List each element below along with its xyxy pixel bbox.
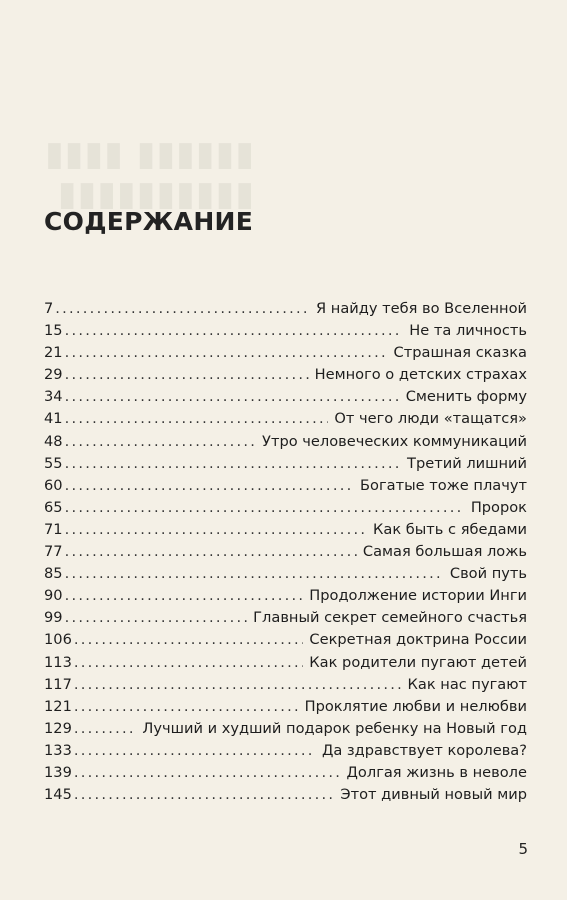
toc-dot-leader [65,543,357,560]
toc-page-number: 139 [44,763,72,781]
toc-entry [44,455,527,477]
toc-chapter-title: Главный секрет семейного счастья [253,609,527,627]
toc-dot-leader [74,764,341,781]
toc-page-number: 117 [44,675,72,693]
toc-entry [44,410,527,432]
toc-entry [44,322,527,344]
toc-chapter-title: Секретная доктрина России [309,631,527,649]
toc-page-number: 48 [44,432,63,450]
toc-chapter-title: Этот дивный новый мир [340,786,527,804]
page-title: СОДЕРЖАНИЕ [44,207,254,236]
toc-entry [44,742,527,764]
toc-dot-leader [65,521,367,538]
toc-page-number: 29 [44,366,63,384]
toc-entry [44,676,527,698]
toc-page-number: 41 [44,410,63,428]
toc-entry [44,698,527,720]
toc-chapter-title: Долгая жизнь в неволе [346,763,527,781]
toc-page-number: 113 [44,653,72,671]
toc-entry [44,366,527,388]
toc-dot-leader [74,786,335,803]
toc-entry [44,764,527,786]
toc-chapter-title: Богатые тоже плачут [360,476,527,494]
toc-page-number: 71 [44,520,63,538]
toc-dot-leader [74,654,303,671]
toc-dot-leader [65,433,256,450]
toc-page-number: 129 [44,719,72,737]
toc-dot-leader [65,322,404,339]
toc-chapter-title: Как родители пугают детей [309,653,527,671]
toc-page-number: 15 [44,322,63,340]
toc-dot-leader [74,631,304,648]
toc-page-number: 21 [44,344,63,362]
toc-page-number: 7 [44,300,54,317]
toc-chapter-title: Как нас пугают [407,675,527,693]
toc-dot-leader [74,676,402,693]
toc-dot-leader [65,344,388,361]
toc-page-number: 65 [44,498,63,516]
toc-dot-leader [65,587,304,604]
toc-chapter-title: Да здравствует королева? [321,741,527,759]
toc-chapter-title: Сменить форму [405,388,527,406]
toc-page-number: 77 [44,543,63,561]
toc-dot-leader [65,477,354,494]
toc-page-number: 34 [44,388,63,406]
toc-chapter-title: Третий лишний [407,454,527,472]
toc-page-number: 121 [44,697,72,715]
toc-chapter-title: Как быть с ябедами [373,520,527,538]
toc-chapter-title: Проклятие любви и нелюбви [304,697,527,715]
toc-chapter-title: Продолжение истории Инги [309,587,527,605]
toc-dot-leader [74,698,299,715]
toc-chapter-title: Я найду тебя во Вселенной [316,300,527,317]
toc-entry [44,477,527,499]
toc-entry [44,543,527,565]
toc-chapter-title: Свой путь [449,565,527,583]
toc-chapter-title: Пророк [470,498,527,516]
toc-chapter-title: Утро человеческих коммуникаций [262,432,527,450]
toc-entry [44,631,527,653]
toc-entry [44,344,527,366]
toc-dot-leader [65,455,401,472]
toc-page-number: 145 [44,786,72,804]
toc-page-number: 99 [44,609,63,627]
toc-dot-leader [74,742,316,759]
toc-chapter-title: Страшная сказка [393,344,527,362]
toc-entry [44,654,527,676]
toc-entry [44,609,527,631]
toc-entry [44,433,527,455]
toc-chapter-title: Лучший и худший подарок ребенку на Новый год [142,719,527,737]
toc-entry [44,300,527,322]
toc-page-number: 106 [44,631,72,649]
toc-page-number: 90 [44,587,63,605]
toc-page-number: 85 [44,565,63,583]
toc-entry [44,565,527,587]
toc-page-number: 133 [44,741,72,759]
table-of-contents [44,300,527,808]
toc-entry [44,786,527,808]
toc-chapter-title: Самая большая ложь [362,543,527,561]
page-number: 5 [518,840,528,858]
toc-chapter-title: Немного о детских страхах [314,366,527,384]
toc-chapter-title: От чего люди «тащатся» [334,410,527,428]
toc-dot-leader [65,609,248,626]
toc-dot-leader [74,720,137,737]
toc-entry [44,521,527,543]
toc-dot-leader [65,565,444,582]
toc-dot-leader [65,388,400,405]
toc-entry [44,720,527,742]
toc-dot-leader [65,410,329,427]
bleed-through-text: ▮▮▮▮▮▮ ▮▮▮▮ ▮▮▮▮▮▮▮▮▮▮ [44,134,254,214]
toc-dot-leader [65,499,465,516]
toc-entry [44,388,527,410]
toc-page-number: 55 [44,454,63,472]
toc-entry [44,587,527,609]
toc-dot-leader [65,366,309,383]
toc-chapter-title: Не та личность [409,322,527,340]
toc-entry [44,499,527,521]
toc-page-number: 60 [44,476,63,494]
toc-dot-leader [55,300,310,317]
